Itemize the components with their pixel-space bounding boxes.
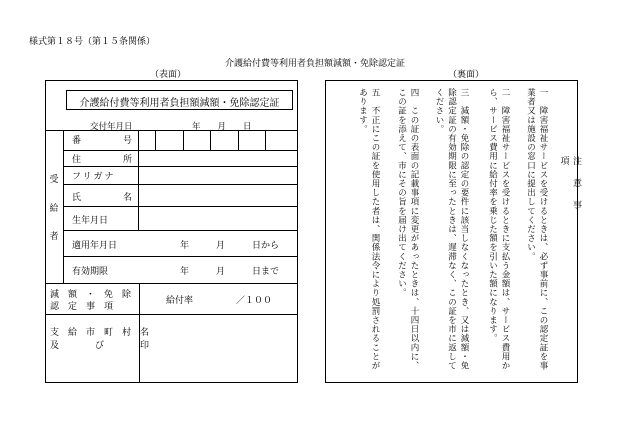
note-5: 五 不正にこの証を使用した者は、関係法令により処罰されることがあります。 (357, 88, 380, 371)
municipality-label-line1: 支 給 市 町 村 名 (50, 328, 150, 338)
form-number: 様式第１８号（第１５条関係） (29, 37, 156, 47)
document-title: 介護給付費等利用者負担額減額・免除認定証 (224, 59, 405, 69)
name-label: 氏 名 (72, 193, 132, 203)
number-label: 番 号 (72, 136, 132, 146)
back-side-label: （裏面） (448, 70, 485, 80)
recipient-header: 受 給 者 (49, 175, 59, 242)
birthdate-label: 生年月日 (72, 216, 109, 226)
note-2: 二 障害福祉サービスを受けるときに支払う金額は、サービス費用から、サービス費用に給付率を乗じた額を引いた額になります。 (487, 88, 510, 371)
effective-date-label: 適用年月日 (72, 241, 118, 251)
expiry-label: 有効期限 (72, 267, 109, 277)
note-3: 三 減額・免除の認定の要件に該当しなくなったとき、又は減額・免除認定証の有効期限に至ったときは、遅滞なく、この証を市に返してください。 (434, 88, 469, 371)
benefit-rate-value: ／１００ (236, 296, 273, 306)
effective-date-value: 年 月 日から (180, 241, 280, 251)
address-label: 住 所 (72, 155, 132, 165)
note-4: 四 この証の表面の記載事項に変更があったときは、十四日以内に、この証を添えて、市にその旨を届け出てください。 (396, 88, 419, 371)
municipality-label-line2: 及 び 印 (50, 341, 150, 351)
benefit-rate-label: 給付率 (166, 296, 194, 306)
reduction-label-line1: 減 額 ・ 免 除 (50, 290, 132, 300)
issue-date-line: 交付年月日 年 月 日 (90, 122, 252, 132)
note-1: 一 障害福祉サービスを受けるときは、必ず事前に、この認定証を事業者又は施設の窓口に提出してください。 (525, 88, 548, 371)
reduction-label-line2: 認 定 事 項 (50, 302, 114, 312)
card-title: 介護給付費等利用者負担額減額・免除認定証 (79, 98, 280, 109)
furigana-label: フリガナ (72, 172, 116, 182)
front-side-label: （表面） (150, 70, 187, 80)
notes-title: 注 意 事 項 (558, 156, 581, 222)
expiry-value: 年 月 日まで (180, 267, 280, 277)
